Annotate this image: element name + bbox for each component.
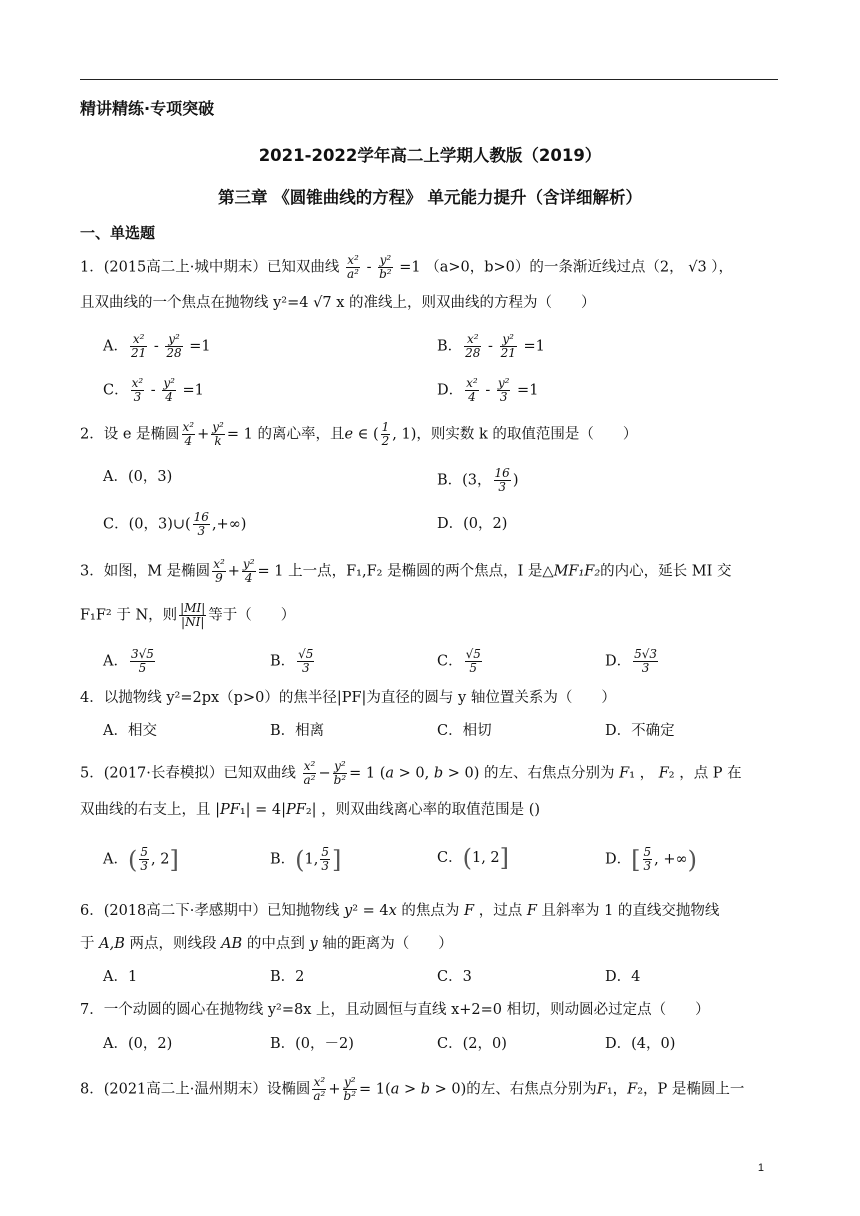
q2-option-a[interactable]: A．(0，3) (103, 469, 173, 485)
q2-stem: 2．设 e 是椭圆 $\frac{\text{x²}}{4}$ + $\frac{\text{y²}}{k}$ = 1 的离心率，且e ∈ ( $\frac{1}{2}$ , 1)，则实数 k 的取值范围是（ ） (80, 420, 638, 448)
q4-option-a[interactable]: A．相交 (103, 723, 157, 739)
q3-option-c[interactable]: C． $\frac{√5}{5}$ (437, 647, 481, 675)
q1-option-b[interactable]: B． $\frac{\text{x²}}{28}$ - $\frac{\text{y²}}{21}$ =1 (437, 332, 545, 360)
page-number: 1 (757, 1162, 764, 1174)
q4-option-c[interactable]: C．相切 (437, 723, 492, 739)
q5-option-a[interactable]: A．( $\frac{5}{3}$ , 2] (103, 845, 179, 874)
q4-stem: 4．以抛物线 y²=2px（p>0）的焦半径|PF|为直径的圆与 y 轴位置关系为（ ） (80, 690, 616, 706)
title-line2: 第三章 《圆锥曲线的方程》 单元能力提升（含详细解析） (218, 188, 642, 207)
q3-line1: 3．如图，M 是椭圆 $\frac{\text{x²}}{9}$ + $\frac{\text{y²}}{4}$ = 1 上一点，F₁,F₂ 是椭圆的两个焦点，I 是△MF₁F₂的内心，延长 MI 交 (80, 557, 732, 585)
q4-option-b[interactable]: B．相离 (270, 723, 325, 739)
q2-option-b[interactable]: B．(3， $\frac{16}{3}$ ) (437, 466, 519, 494)
q6-option-c[interactable]: C．3 (437, 969, 472, 985)
q7-option-d[interactable]: D．(4，0) (605, 1036, 676, 1052)
q1-option-c[interactable]: C． $\frac{\text{x²}}{3}$ - $\frac{\text{y²}}{4}$ =1 (103, 376, 204, 404)
q6-option-b[interactable]: B．2 (270, 969, 305, 985)
q3-line2: F₁F² 于 N，则 $\frac{|MI|}{|NI|}$ 等于（ ） (80, 601, 296, 629)
header-label: 精讲精练·专项突破 (80, 99, 215, 118)
q7-stem: 7．一个动圆的圆心在抛物线 y²=8x 上，且动圆恒与直线 x+2=0 相切，则动圆必过定点（ ） (80, 1002, 710, 1018)
q1-option-d[interactable]: D． $\frac{\text{x²}}{4}$ - $\frac{\text{y²}}{3}$ =1 (437, 376, 539, 404)
q6-line1: 6．(2018高二下·孝感期中）已知抛物线 y² = 4x 的焦点为 F ，过点 F 且斜率为 1 的直线交抛物线 (80, 903, 720, 919)
q4-option-d[interactable]: D．不确定 (605, 723, 675, 739)
q6-line2: 于 A,B 两点，则线段 AB 的中点到 y 轴的距离为（ ） (80, 936, 453, 952)
q6-option-a[interactable]: A．1 (103, 969, 138, 985)
q7-option-c[interactable]: C．(2，0) (437, 1036, 507, 1052)
q5-option-d[interactable]: D．[ $\frac{5}{3}$ , +∞) (605, 845, 697, 874)
q7-option-a[interactable]: A．(0，2) (103, 1036, 173, 1052)
header-rule (80, 79, 778, 80)
q7-option-b[interactable]: B．(0，－2) (270, 1036, 354, 1052)
title-line1: 2021-2022学年高二上学期人教版（2019） (258, 146, 602, 165)
q2-option-c[interactable]: C．(0，3)∪( $\frac{16}{3}$ ,+∞) (103, 510, 247, 538)
q3-option-b[interactable]: B． $\frac{√5}{3}$ (270, 647, 314, 675)
q6-option-d[interactable]: D．4 (605, 969, 641, 985)
q5-option-c[interactable]: C．(1, 2] (437, 844, 510, 872)
q5-option-b[interactable]: B．(1, $\frac{5}{3}$ ] (270, 845, 342, 874)
q8-line1: 8．(2021高二上·温州期末）设椭圆 $\frac{\text{x²}}{\text{a²}}$ + $\frac{\text{y²}}{\text{b²}}$ = 1(a > b > 0)的左、右焦点分别为F₁，F₂，P 是椭圆上一 (80, 1075, 745, 1103)
q3-option-d[interactable]: D． $\frac{5√3}{3}$ (605, 647, 658, 675)
q3-option-a[interactable]: A． $\frac{3√5}{5}$ (103, 647, 154, 675)
q1-line2: 且双曲线的一个焦点在抛物线 y²=4 √7 x 的准线上，则双曲线的方程为（ ） (80, 295, 596, 311)
section-heading: 一、单选题 (80, 224, 156, 242)
q1-line1: 1．(2015高二上·城中期末）已知双曲线 $\frac{\text{x²}}{\text{a²}}$ - $\frac{\text{y²}}{\text{b²}}$ =1 （a>0，b>0）的一条渐近线过点（2， √3 ）， (80, 253, 734, 281)
q1-option-a[interactable]: A． $\frac{\text{x²}}{21}$ - $\frac{\text{y²}}{28}$ =1 (103, 332, 211, 360)
q5-line1: 5．(2017·长春模拟）已知双曲线 $\frac{\text{x²}}{\text{a²}}$ − $\frac{\text{y²}}{\text{b²}}$ = 1 (a > 0, b > 0) 的左、右焦点分别为 F₁ ， F₂ ，点 P 在 (80, 759, 742, 787)
q5-line2: 双曲线的右支上，且 |PF₁| = 4|PF₂| ，则双曲线离心率的取值范围是 () (80, 802, 541, 818)
q2-option-d[interactable]: D．(0，2) (437, 516, 508, 532)
